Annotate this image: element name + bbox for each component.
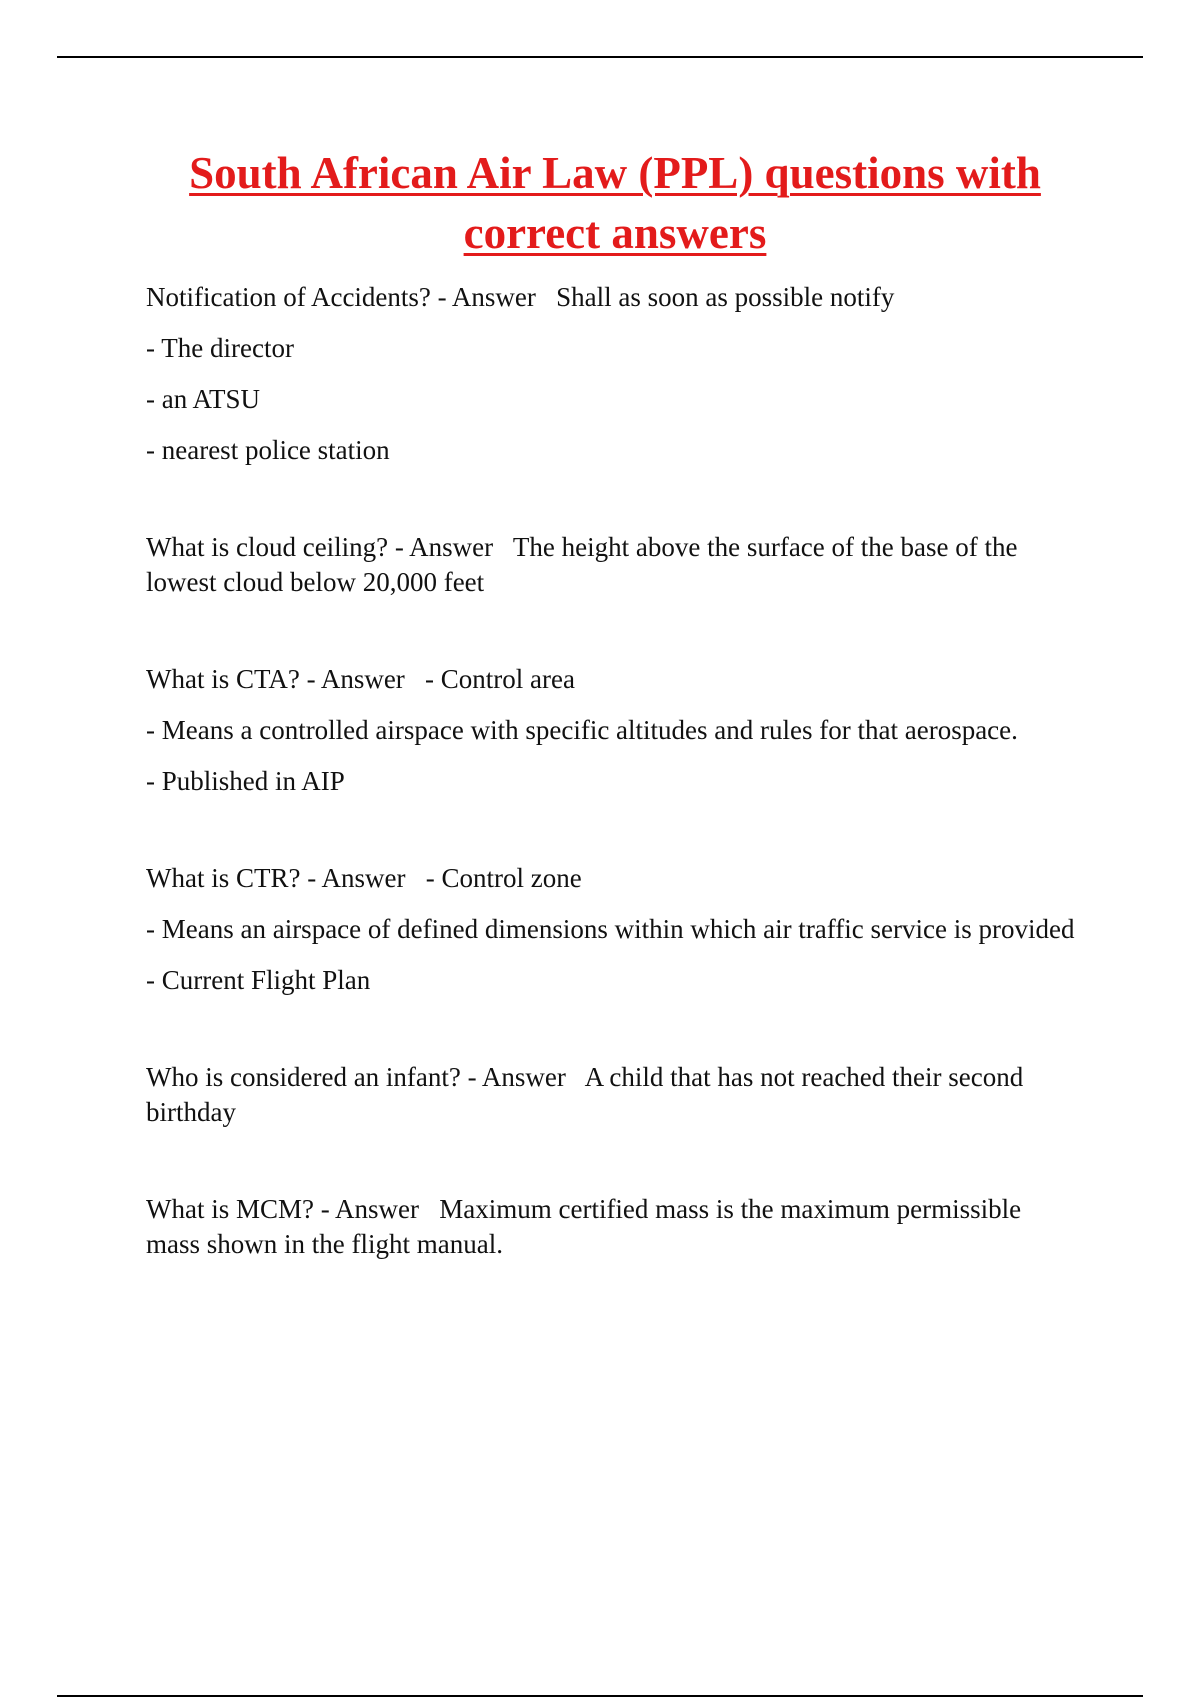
question-text: What is CTA? [146,664,300,694]
qa-line [146,662,1076,697]
qa-item [146,662,1076,799]
qa-line [146,861,1076,896]
answer-text: - Control zone [425,863,582,893]
answer-detail: - Means a controlled airspace with specific altitudes and rules for that aerospace. [146,715,1018,745]
qa-line [146,280,1076,315]
answer-separator: - Answer [460,1062,585,1092]
qa-item [146,280,1076,468]
qa-line [146,1060,1076,1130]
answer-separator: - Answer [430,282,557,312]
question-text: What is cloud ceiling? [146,532,389,562]
qa-item [146,1192,1076,1262]
answer-detail: - nearest police station [146,435,390,465]
question-text: What is MCM? [146,1194,314,1224]
footer-rule [57,1695,1143,1697]
question-text: Who is considered an infant? [146,1062,461,1092]
qa-item [146,1060,1076,1130]
question-text: What is CTR? [146,863,301,893]
answer-separator: - Answer [314,1194,440,1224]
qa-item [146,530,1076,600]
header-rule [57,56,1143,58]
answer-text: A child that has not reached their second birthday [146,1062,1024,1127]
answer-text: The height above the surface of the base of the lowest cloud below 20,000 feet [146,532,1018,597]
answer-text: Maximum certified mass is the maximum permissible mass shown in the flight manual. [146,1194,1022,1259]
qa-list [146,280,1076,1324]
qa-line [146,530,1076,600]
answer-separator: - Answer [299,664,426,694]
answer-separator: - Answer [388,532,513,562]
answer-text: Shall as soon as possible notify [556,282,895,312]
qa-line [146,1192,1076,1262]
answer-detail: - The director [146,333,294,363]
document-title: South African Air Law (PPL) questions with correct answers [189,148,1041,258]
answer-separator: - Answer [300,863,426,893]
answer-detail: - Means an airspace of defined dimensions within which air traffic service is provided [146,914,1075,944]
answer-text: - Control area [425,664,575,694]
question-text: Notification of Accidents? [146,282,431,312]
answer-detail: - Current Flight Plan [146,965,371,995]
qa-item [146,861,1076,998]
answer-detail: - an ATSU [146,384,260,414]
answer-detail: - Published in AIP [146,766,345,796]
